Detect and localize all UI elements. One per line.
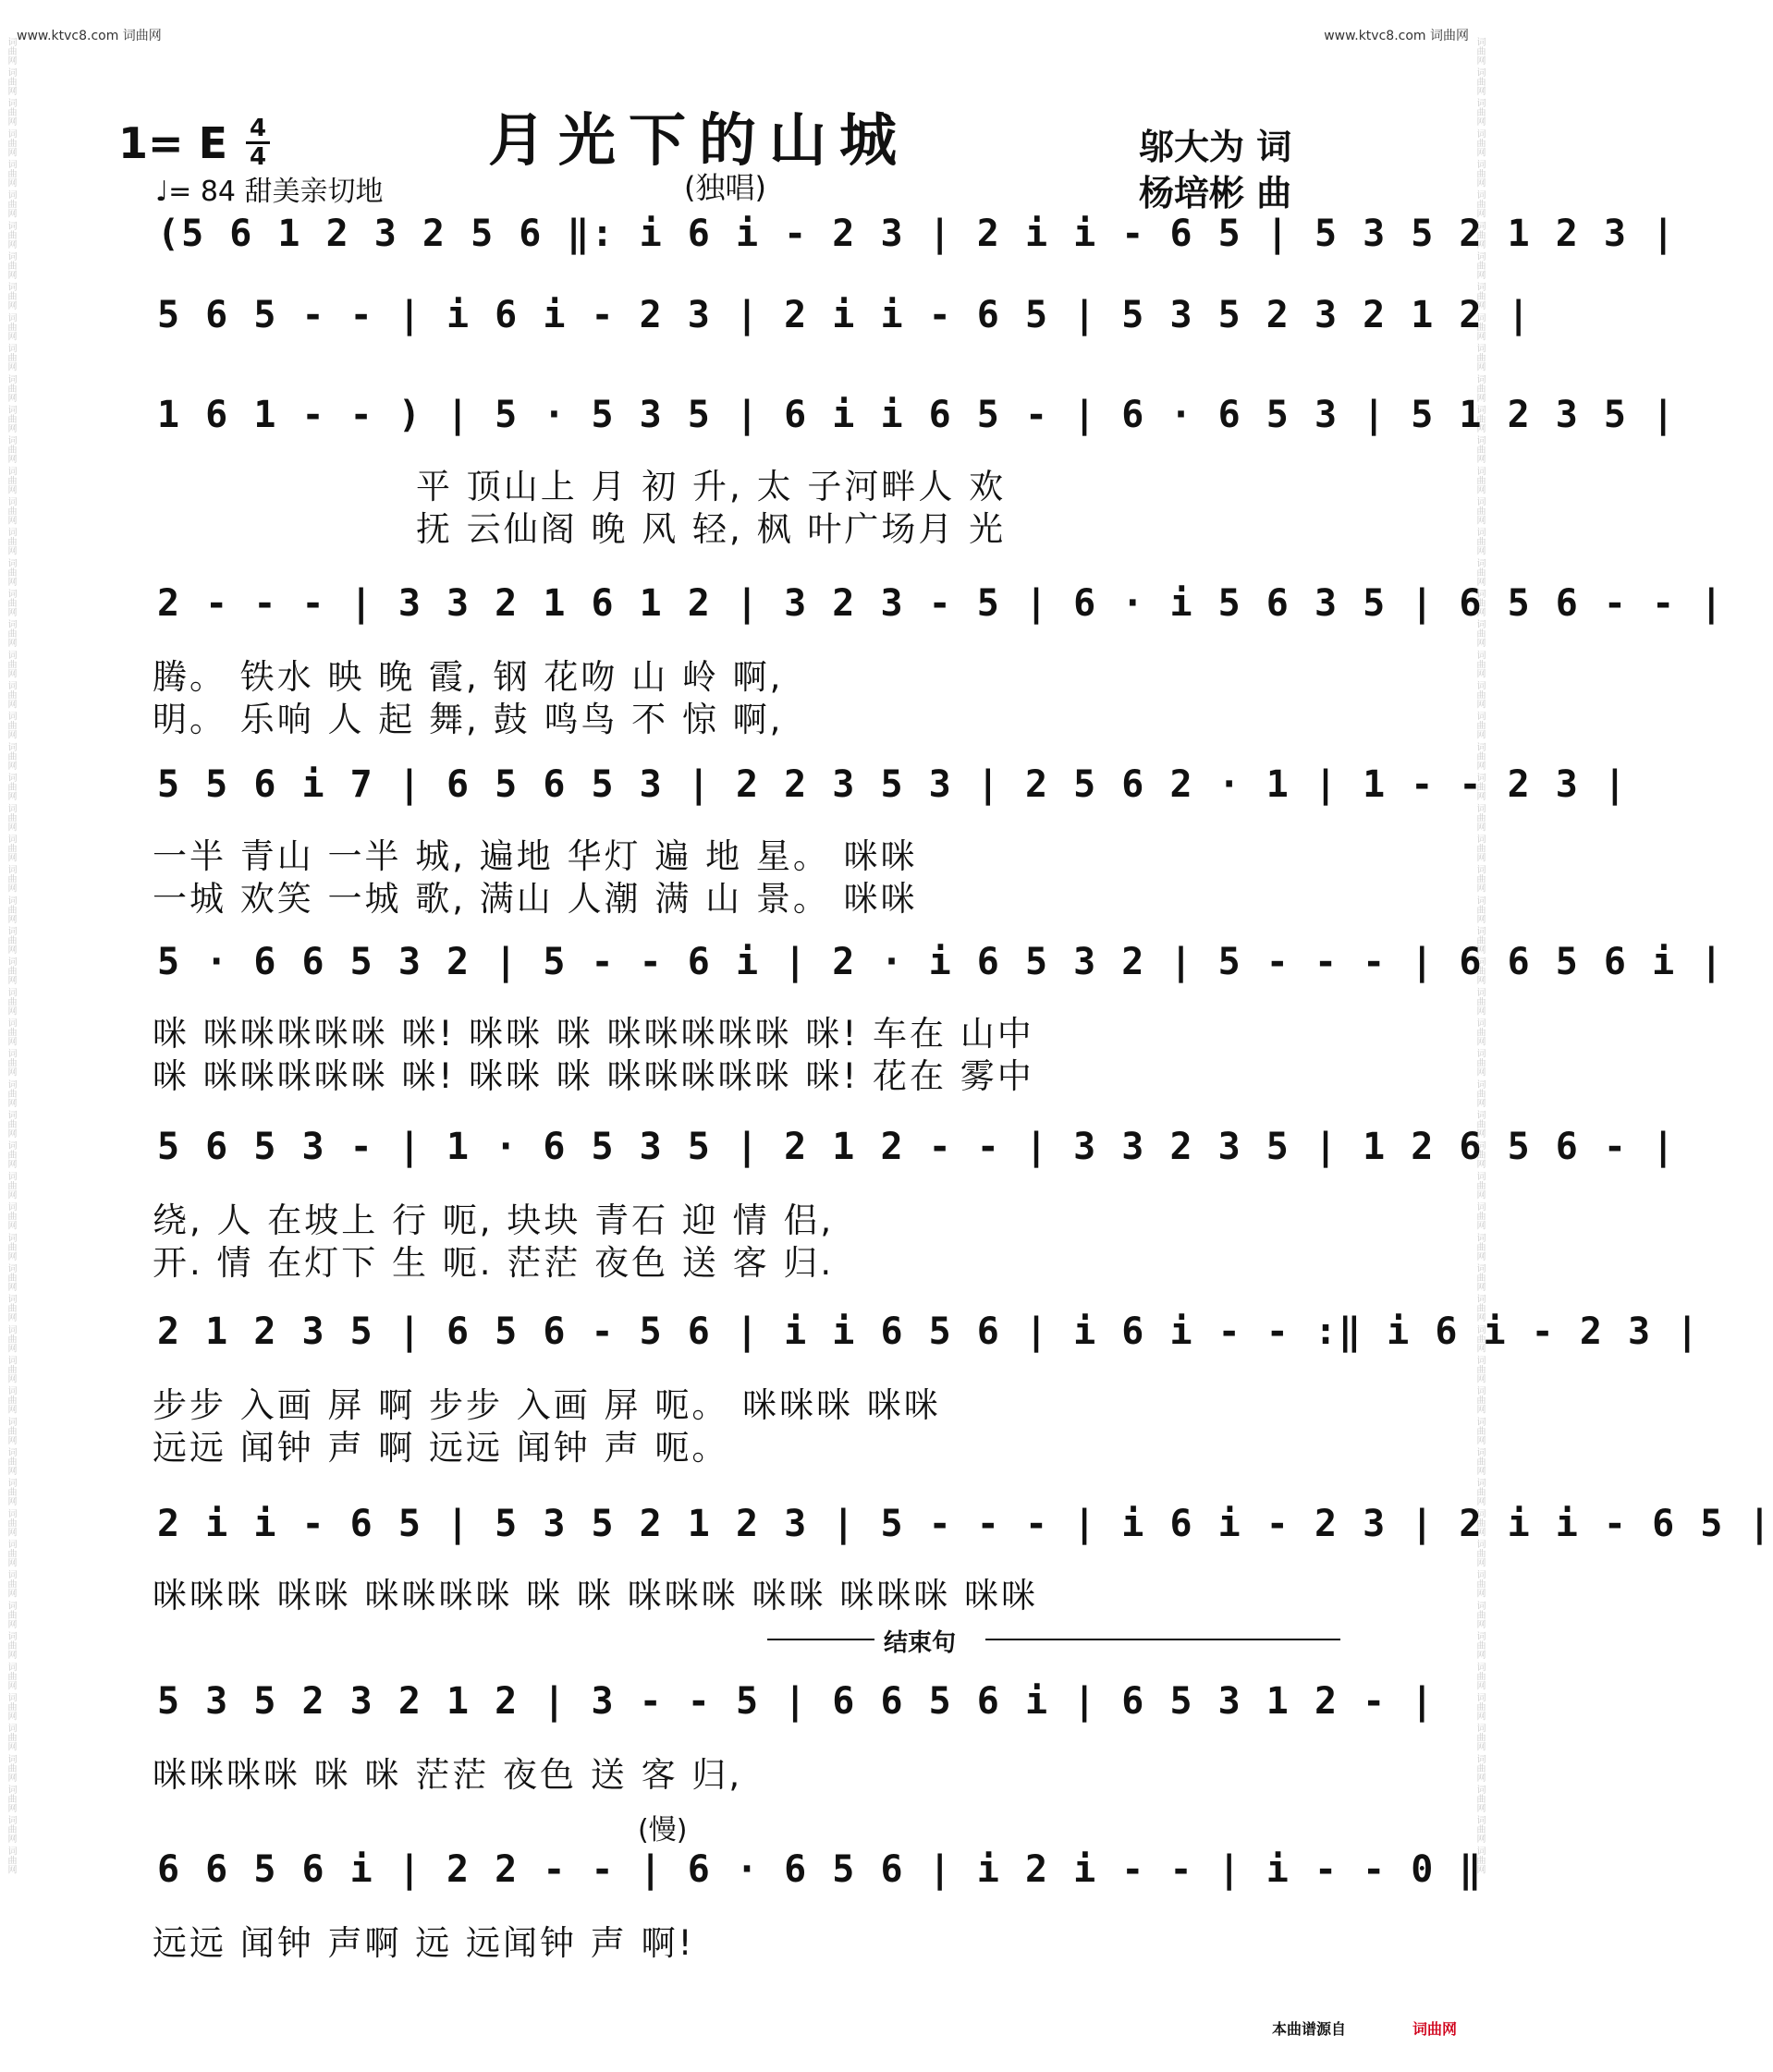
side-watermark-right: 词曲网 词曲网 词曲网 词曲网 词曲网 词曲网 词曲网 词曲网 词曲网 词曲网 词曲网 词曲网 词曲网 词曲网 词曲网 词曲网 词曲网 词曲网 词曲网 词曲网 词曲网 词曲网 词曲网 词曲网 词曲网 词曲网 词曲网 词曲网 词曲网 词曲网 词曲网 词曲网 词曲网 词曲网 词曲网 词曲网 词曲网 词曲网 词曲网 词曲网 词曲网 词曲网 词曲网 词曲网 词曲网 词曲网 词曲网 词曲网 词曲网 词曲网 词曲网 词曲网 词曲网 词曲网 词曲网 词曲网 词曲网 词曲网 词曲网 词曲网: [1474, 37, 1485, 1874]
lyric-line-11a: 远远 闻钟 声啊 远 远闻钟 声 啊!: [153, 1923, 695, 1963]
notation-line-3: 1 6 1 - - ) | 5 · 5 3 5 | 6 i i 6 5 - | 6 · 6 5 3 | 5 1 2 3 5 |: [157, 394, 1677, 436]
lyric-line-3b: 抚 云仙阁 晚 风 轻, 枫 叶广场月 光: [416, 509, 1007, 549]
time-signature-top: 4: [249, 115, 267, 142]
lyric-line-10a: 咪咪咪咪 咪 咪 茫茫 夜色 送 客 归,: [153, 1755, 743, 1795]
footer-source: 本曲谱源自: [1272, 2020, 1347, 2038]
lyricist-credit: 邬大为 词: [1139, 127, 1292, 167]
song-subtitle: (独唱): [684, 170, 766, 205]
lyric-line-6a: 咪 咪咪咪咪咪 咪! 咪咪 咪 咪咪咪咪咪 咪! 车在 山中: [153, 1014, 1034, 1054]
ending-bracket-right: [985, 1639, 1340, 1640]
notation-line-6: 5 · 6 6 5 3 2 | 5 - - 6 i | 2 · i 6 5 3 2 | 5 - - - | 6 6 5 6 i |: [157, 941, 1725, 983]
lyric-line-7b: 开. 情 在灯下 生 呃. 茫茫 夜色 送 客 归.: [153, 1243, 835, 1283]
lyric-line-8a: 步步 入画 屏 啊 步步 入画 屏 呃。 咪咪咪 咪咪: [153, 1385, 941, 1425]
lyric-line-7a: 绕, 人 在坡上 行 呃, 块块 青石 迎 情 侣,: [153, 1201, 835, 1240]
time-signature: [246, 116, 270, 169]
lyric-line-9a: 咪咪咪 咪咪 咪咪咪咪 咪 咪 咪咪咪 咪咪 咪咪咪 咪咪: [153, 1576, 1039, 1615]
notation-line-4: 2 - - - | 3 3 2 1 6 1 2 | 3 2 3 - 5 | 6 · i 5 6 3 5 | 6 5 6 - - |: [157, 582, 1725, 625]
ending-marker: 结束句: [878, 1624, 961, 1658]
notation-line-11: 6 6 5 6 i | 2 2 - - | 6 · 6 5 6 | i 2 i - - | i - - 0 ‖: [157, 1848, 1484, 1891]
watermark-right: www.ktvc8.com 词曲网: [1324, 29, 1469, 43]
notation-line-8: 2 1 2 3 5 | 6 5 6 - 5 6 | i i 6 5 6 | i 6 i - - :‖ i 6 i - 2 3 |: [157, 1310, 1701, 1353]
tempo-marking: ♩= 84 甜美亲切地: [155, 176, 384, 208]
lyric-line-6b: 咪 咪咪咪咪咪 咪! 咪咪 咪 咪咪咪咪咪 咪! 花在 雾中: [153, 1056, 1034, 1096]
lyric-line-4a: 腾。 铁水 映 晚 霞, 钢 花吻 山 岭 啊,: [153, 657, 784, 697]
song-title: 月光下的山城: [488, 106, 911, 174]
watermark-left: www.ktvc8.com 词曲网: [17, 29, 162, 43]
ending-bracket-left: [767, 1639, 874, 1640]
time-signature-bottom: 4: [249, 143, 267, 171]
notation-line-7: 5 6 5 3 - | 1 · 6 5 3 5 | 2 1 2 - - | 3 3 2 3 5 | 1 2 6 5 6 - |: [157, 1126, 1677, 1168]
composer-credit: 杨培彬 曲: [1139, 173, 1292, 213]
lyric-line-3a: 平 顶山上 月 初 升, 太 子河畔人 欢: [416, 467, 1007, 506]
notation-line-5: 5 5 6 i 7 | 6 5 6 5 3 | 2 2 3 5 3 | 2 5 6 2 · 1 | 1 - - 2 3 |: [157, 763, 1629, 806]
lyric-line-8b: 远远 闻钟 声 啊 远远 闻钟 声 呃。: [153, 1428, 729, 1468]
slow-marking: (慢): [638, 1814, 688, 1847]
notation-line-10: 5 3 5 2 3 2 1 2 | 3 - - 5 | 6 6 5 6 i | 6 5 3 1 2 - |: [157, 1680, 1436, 1723]
lyric-line-4b: 明。 乐响 人 起 舞, 鼓 鸣鸟 不 惊 啊,: [153, 700, 784, 739]
lyric-line-5a: 一半 青山 一半 城, 遍地 华灯 遍 地 星。 咪咪: [153, 836, 918, 876]
lyric-line-5b: 一城 欢笑 一城 歌, 满山 人潮 满 山 景。 咪咪: [153, 879, 918, 919]
notation-line-9: 2 i i - 6 5 | 5 3 5 2 1 2 3 | 5 - - - | i 6 i - 2 3 | 2 i i - 6 5 |: [157, 1503, 1773, 1545]
notation-line-1: (5 6 1 2 3 2 5 6 ‖: i 6 i - 2 3 | 2 i i - 6 5 | 5 3 5 2 1 2 3 |: [157, 213, 1677, 255]
key-signature: 1= E: [118, 118, 227, 168]
side-watermark-left: 词曲网 词曲网 词曲网 词曲网 词曲网 词曲网 词曲网 词曲网 词曲网 词曲网 词曲网 词曲网 词曲网 词曲网 词曲网 词曲网 词曲网 词曲网 词曲网 词曲网 词曲网 词曲网 词曲网 词曲网 词曲网 词曲网 词曲网 词曲网 词曲网 词曲网 词曲网 词曲网 词曲网 词曲网 词曲网 词曲网 词曲网 词曲网 词曲网 词曲网 词曲网 词曲网 词曲网 词曲网 词曲网 词曲网 词曲网 词曲网 词曲网 词曲网 词曲网 词曲网 词曲网 词曲网 词曲网 词曲网 词曲网 词曲网 词曲网 词曲网: [6, 37, 16, 1874]
footer-brand-link[interactable]: 词曲网: [1412, 2020, 1458, 2038]
notation-line-2: 5 6 5 - - | i 6 i - 2 3 | 2 i i - 6 5 | 5 3 5 2 3 2 1 2 |: [157, 294, 1532, 336]
